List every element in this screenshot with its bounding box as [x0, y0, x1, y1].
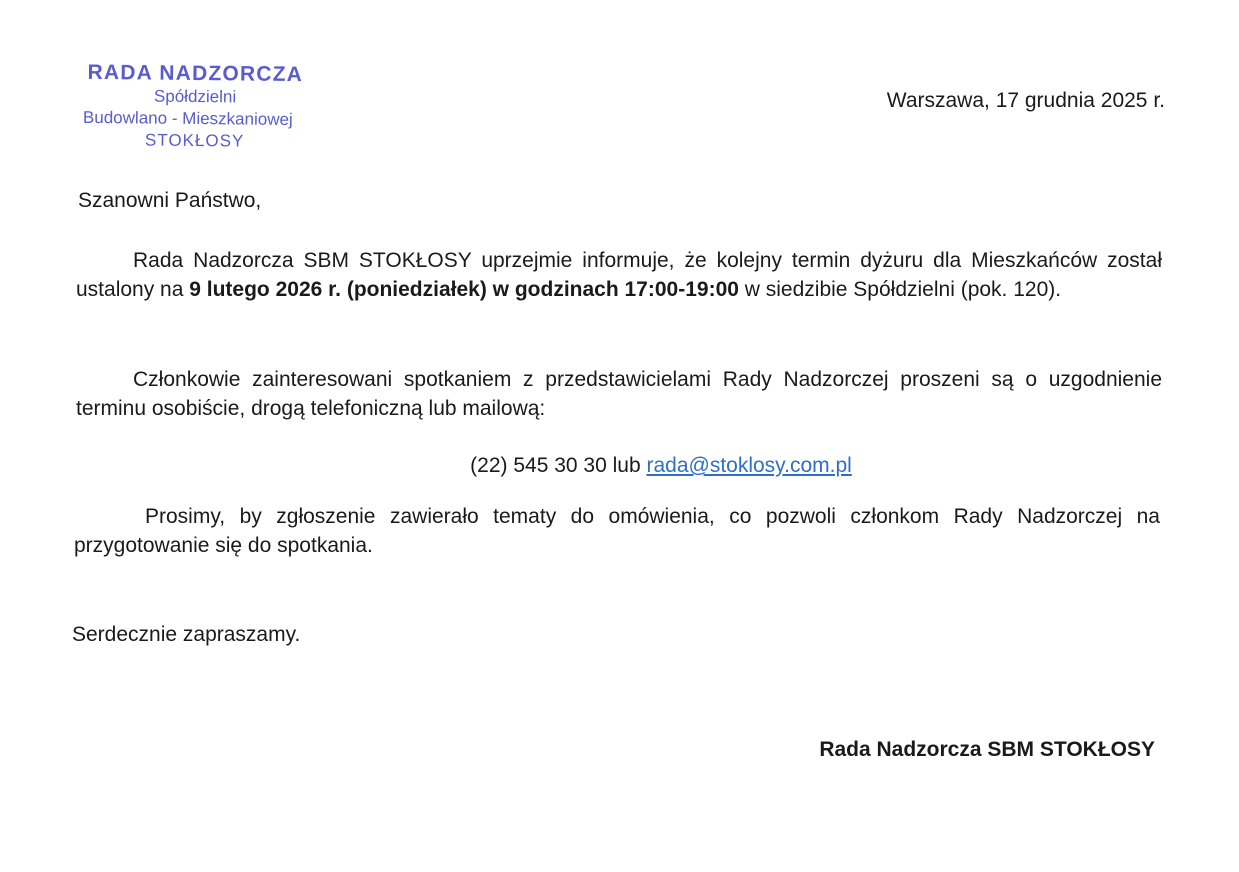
- contact-line: [0, 452, 1239, 480]
- paragraph-1-date-highlight: 9 lutego 2026 r. (poniedziałek) w godzinach 17:00-19:00: [189, 278, 739, 301]
- stamp-line-1: RADA NADZORCZA: [87, 60, 304, 87]
- stamp-line-4: STOKŁOSY: [144, 130, 245, 151]
- letter-signature: Rada Nadzorcza SBM STOKŁOSY: [819, 738, 1155, 761]
- letter-greeting: Szanowni Państwo,: [78, 189, 262, 212]
- stamp-line-3: Budowlano - Mieszkaniowej: [82, 107, 293, 130]
- letter-closing: Serdecznie zapraszamy.: [72, 623, 301, 646]
- letter-date: Warszawa, 17 grudnia 2025 r.: [886, 89, 1165, 112]
- stamp-line-2: Spółdzielni: [153, 86, 237, 107]
- organization-stamp: [50, 60, 341, 153]
- contact-phone: (22) 545 30 30 lub: [470, 454, 647, 477]
- paragraph-topics-request: Prosimy, by zgłoszenie zawierało tematy do omówienia, co pozwoli członkom Rady Nadzorczej na przygotowanie się do spotkania.: [74, 505, 1160, 557]
- paragraph-1-tail: w siedzibie Spółdzielni (pok. 120).: [738, 278, 1062, 301]
- contact-email-link[interactable]: rada@stoklosy.com.pl: [646, 454, 852, 477]
- paragraph-contact-request: Członkowie zainteresowani spotkaniem z przedstawicielami Rady Nadzorczej proszeni są o uzgodnienie terminu osobiście, drogą telefoniczną lub mailową:: [76, 368, 1162, 420]
- paragraph-1-lead: Rada Nadzorcza SBM STOKŁOSY uprzejmie informuje, że kolejny termin dyżuru dla Mieszkańców został ustalony na: [76, 249, 1162, 301]
- paragraph-duty-announcement: [76, 246, 1162, 304]
